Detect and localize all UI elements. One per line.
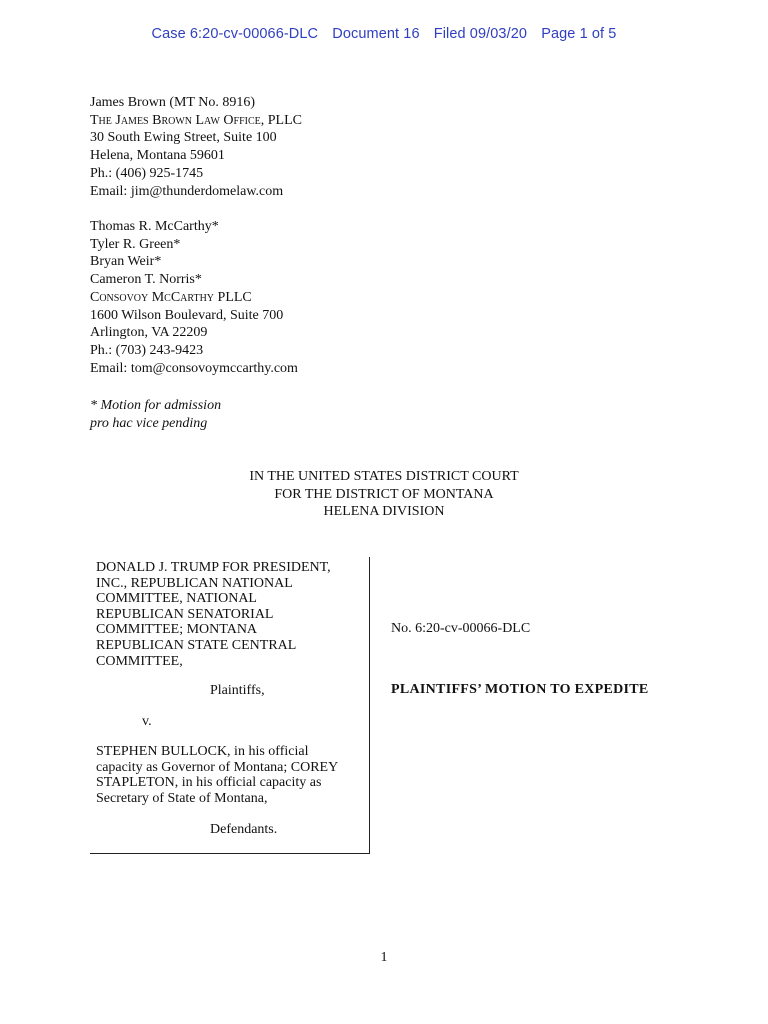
attorney-name: Bryan Weir* bbox=[90, 254, 162, 270]
defendants-names bbox=[96, 744, 366, 806]
firm-email: Email: jim@thunderdomelaw.com bbox=[90, 183, 284, 199]
defendant-line: STEPHEN BULLOCK, in his official bbox=[96, 744, 309, 759]
page-number: 1 bbox=[380, 950, 388, 965]
plaintiff-line: INC., REPUBLICAN NATIONAL bbox=[96, 575, 293, 591]
header-document-number: Document 16 bbox=[332, 26, 420, 42]
attorney-name: Tyler R. Green* bbox=[90, 236, 181, 252]
plaintiff-line: REPUBLICAN STATE CENTRAL bbox=[96, 637, 297, 653]
attorney-block-brown bbox=[90, 94, 302, 200]
firm-address-line2: Arlington, VA 22209 bbox=[90, 325, 208, 341]
firm-phone: Ph.: (406) 925-1745 bbox=[90, 165, 204, 181]
firm-name: The James Brown Law Office, PLLC bbox=[90, 112, 302, 128]
defendant-line: capacity as Governor of Montana; COREY bbox=[96, 759, 339, 775]
header-page-count: Page 1 of 5 bbox=[541, 26, 617, 42]
header-filed-date: Filed 09/03/20 bbox=[433, 26, 528, 42]
attorney-name: Cameron T. Norris* bbox=[90, 272, 202, 288]
firm-address-line2: Helena, Montana 59601 bbox=[90, 148, 225, 164]
court-line2: FOR THE DISTRICT OF MONTANA bbox=[274, 486, 494, 502]
firm-phone: Ph.: (703) 243-9423 bbox=[90, 342, 204, 358]
court-line1: IN THE UNITED STATES DISTRICT COURT bbox=[249, 469, 519, 484]
firm-email: Email: tom@consovoymccarthy.com bbox=[90, 360, 298, 376]
defendant-line: Secretary of State of Montana, bbox=[96, 790, 268, 806]
header-case-number: Case 6:20-cv-00066-DLC bbox=[151, 26, 319, 42]
attorney-block-consovoy bbox=[90, 218, 298, 377]
plaintiff-line: COMMITTEE, bbox=[96, 653, 183, 669]
note-line1: * Motion for admission bbox=[90, 398, 222, 413]
firm-address-line1: 30 South Ewing Street, Suite 100 bbox=[90, 130, 277, 146]
defendant-line: STAPLETON, in his official capacity as bbox=[96, 775, 322, 791]
court-heading bbox=[0, 468, 768, 521]
case-number: No. 6:20-cv-00066-DLC bbox=[391, 621, 531, 636]
plaintiffs-label: Plaintiffs, bbox=[210, 683, 265, 698]
firm-address-line1: 1600 Wilson Boulevard, Suite 700 bbox=[90, 307, 284, 323]
motion-title: PLAINTIFFS’ MOTION TO EXPEDITE bbox=[391, 682, 649, 697]
defendants-label: Defendants. bbox=[210, 822, 278, 837]
attorney-name: James Brown (MT No. 8916) bbox=[90, 95, 256, 110]
case-caption-box bbox=[90, 557, 370, 854]
plaintiffs-names bbox=[96, 560, 366, 669]
attorney-name: Thomas R. McCarthy* bbox=[90, 219, 219, 234]
pro-hac-vice-note bbox=[90, 397, 221, 432]
ecf-header bbox=[0, 26, 768, 42]
plaintiff-line: DONALD J. TRUMP FOR PRESIDENT, bbox=[96, 560, 331, 575]
note-line2: pro hac vice pending bbox=[90, 415, 208, 431]
plaintiff-line: COMMITTEE; MONTANA bbox=[96, 622, 258, 638]
firm-name: Consovoy McCarthy PLLC bbox=[90, 289, 252, 305]
versus-label: v. bbox=[142, 714, 152, 729]
plaintiff-line: COMMITTEE, NATIONAL bbox=[96, 591, 257, 607]
court-line3: HELENA DIVISION bbox=[323, 504, 445, 519]
plaintiff-line: REPUBLICAN SENATORIAL bbox=[96, 606, 274, 622]
